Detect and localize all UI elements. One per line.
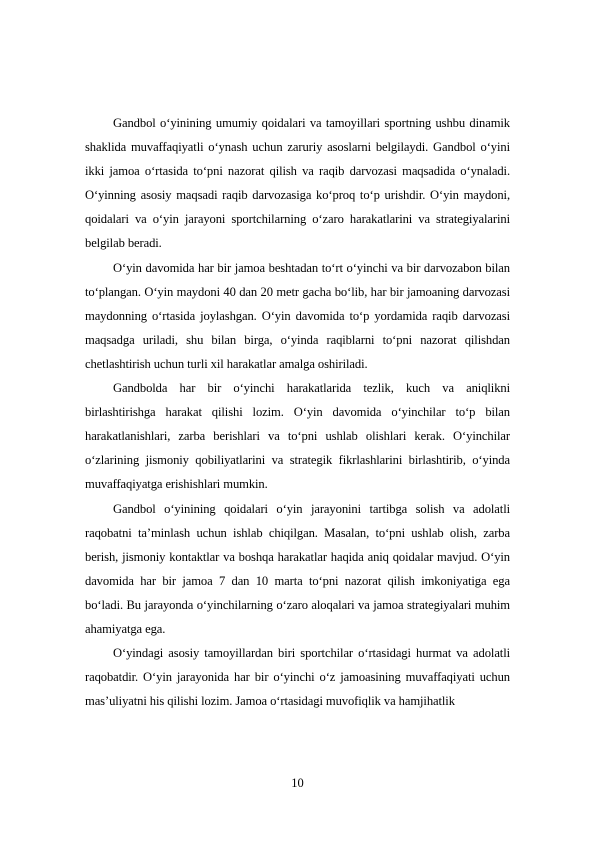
page-number: 10	[291, 776, 304, 790]
paragraph-3: Gandbolda har bir o‘yinchi harakatlarida tezlik, kuch va aniqlikni birlashtirishga harakat qilishi lozim. O‘yin davomida o‘yinchilar to‘p bilan harakatlanishlari, zarba berishlari va to‘pni ushlab olishlari kerak. O‘yinchilar o‘zlarining jismoniy qobiliyatlarini va strategik fikrlashlarini birlashtirib, o‘yinda muvaffaqiyatga erishishlari mumkin.	[85, 381, 510, 492]
paragraph-4: Gandbol o‘yinining qoidalari o‘yin jarayonini tartibga solish va adolatli raqobatni ta’minlash uchun ishlab chiqilgan. Masalan, to‘pni ushlab olish, zarba berish, jismoniy kontaktlar va boshqa harakatlar haqida aniq qoidalar mavjud. O‘yin davomida har bir jamoa 7 dan 10 marta to‘pni nazorat qilish imkoniyatiga ega bo‘ladi. Bu jarayonda o‘yinchilarning o‘zaro aloqalari va jamoa strategiyalari muhim ahamiyatga ega.	[85, 501, 510, 636]
body-text	[85, 111, 510, 713]
paragraph-2: O‘yin davomida har bir jamoa beshtadan to‘rt o‘yinchi va bir darvozabon bilan to‘plangan. O‘yin maydoni 40 dan 20 metr gacha bo‘lib, har bir jamoaning darvozasi maydonning o‘rtasida joylashgan. O‘yin davomida to‘p yordamida raqib darvozasi maqsadga uriladi, shu bilan birga, o‘yinda raqiblarni to‘pni nazorat qilishdan chetlashtirish uchun turli xil harakatlar amalga oshiriladi.	[85, 260, 510, 371]
paragraph-5: O‘yindagi asosiy tamoyillardan biri sportchilar o‘rtasidagi hurmat va adolatli raqobatdir. O‘yin jarayonida har bir o‘yinchi o‘z jamoasining muvaffaqiyati uchun mas’uliyatni his qilishi lozim. Jamoa o‘rtasidagi muvofiqlik va hamjihatlik	[85, 646, 510, 709]
paragraph-1: Gandbol o‘yinining umumiy qoidalari va tamoyillari sportning ushbu dinamik shaklida muvaffaqiyatli o‘ynash uchun zaruriy asoslarni belgilaydi. Gandbol o‘yini ikki jamoa o‘rtasida to‘pni nazorat qilish va raqib darvozasi maqsadida o‘ynaladi. O‘yinning asosiy maqsadi raqib darvozasiga ko‘proq to‘p urishdir. O‘yin maydoni, qoidalari va o‘yin jarayoni sportchilarning o‘zaro harakatlarini va strategiyalarini belgilab beradi.	[85, 116, 510, 251]
